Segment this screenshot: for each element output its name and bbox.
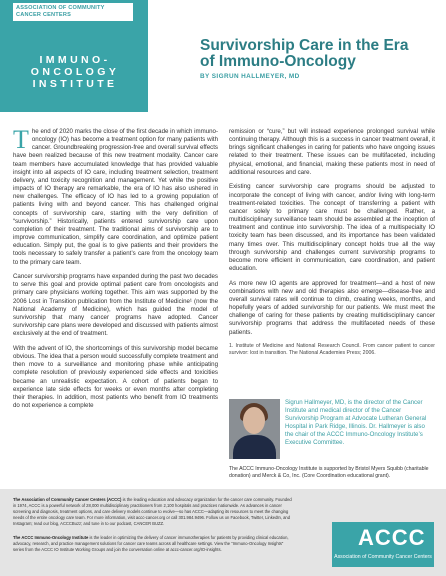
author-block xyxy=(229,399,435,459)
ioi-about xyxy=(13,535,295,553)
paragraph xyxy=(13,125,218,267)
drop-cap: T xyxy=(13,125,29,154)
program-name-line: ONCOLOGY xyxy=(30,66,120,78)
page-header xyxy=(0,0,446,112)
paragraph-text: he end of 2020 marks the close of the first decade in which immuno-oncology (IO) has become a treatment option for many patients with cancer. Groundbreaking progression-free and overall survival effects have been realized because of this new treatment modality. Cancer care team members have accumulated knowledge that has provided valuable insight into all aspects of IO care, including treatment selection, treatment delivery, and toxicity recognition and management. Yet while the positive impacts of IO therapy are remarkable, the era of IO has also ushered in new challenges. The efficacy of IO has led to a growing population of patients living with and beyond cancer. This has challenged original concepts of survivorship care, starting with the very definition of “survivorship.” Historically, patients entered survivorship care upon completion of their treatment. The traditional aims of survivorship are to improve communication, simplify care coordination, and optimize patient education. Simply put, the goal is to give patients and their providers the tools necessary to safely transfer a patient’s care from the oncology team to the primary care team. xyxy=(13,128,218,266)
org-tag: ASSOCIATION OF COMMUNITY CANCER CENTERS xyxy=(13,3,133,21)
article-title-line: Survivorship Care in the Era xyxy=(200,37,409,54)
program-name-line: INSTITUTE xyxy=(32,78,118,90)
author-photo-body xyxy=(233,435,276,459)
paragraph: As more new IO agents are approved for treatment—and a host of new combinations with new and old therapies also emerge—disease-free and overall survival rates will continue to climb, creating weeks, months, and hopefully years of added survivorship for our patients. We must meet the challenge of caring for these patients by creating multidisciplinary cancer survivorship programs that address the multifaceted needs of these patients. xyxy=(229,279,435,336)
paragraph: Existing cancer survivorship care programs should be adjusted to incorporate the concept of living with cancer, and/or living with long-term treatment-related toxicities. The concept of transferring a patient with cancer solely to primary care must be challenged. Rather, a multidisciplinary surveillance team should be assembled at the inception of treatment and continue into survivorship. The idea of a multispecialty IO toxicity team has been discussed, and its importance has been validated many times over. This multidisciplinary concept holds true all the way through survivorship and challenges current survivorship programs to become more efficient in communication, care coordination, and patient education. xyxy=(229,183,435,272)
accc-logo-mark: ACCC xyxy=(358,525,426,550)
sponsor-note: The ACCC Immuno-Oncology Institute is supported by Bristol Myers Squibb (charitable donation) and Merck & Co, Inc. (Core Coordination educational grant). xyxy=(229,466,429,479)
left-column xyxy=(13,125,218,417)
paragraph: With the advent of IO, the shortcomings of this survivorship model became obvious. The idea that a person would successfully complete treatment and then move to a surveillance and monitoring phase while anticipating complete resolution of previously experienced side effects and toxicities became an unrealistic expectation. A cohort of patients began to experience late side effects for weeks or even months after completing their therapies. In addition, most patients who benefit from IO treatments do not experience a complete xyxy=(13,344,218,409)
author-bio: Sigrun Hallmeyer, MD, is the director of the Cancer Institute and medical director of the Cancer Survivorship Program at Advocate Lutheran General Hospital in Park Ridge, Illinois. Dr. Hallmeyer is also the chair of the ACCC Immuno-Oncology Institute’s Executive Committee. xyxy=(285,399,427,447)
program-name xyxy=(12,54,138,90)
article-heading xyxy=(200,38,440,80)
ioi-about-lead: The ACCC Immuno-Oncology Institute xyxy=(13,535,89,540)
accc-about xyxy=(13,497,295,527)
accc-about-text: is the leading education and advocacy organization for the cancer care community. Founded in 1974, ACCC is a powerful network of 28,000 multidisciplinary practitioners from 2,100 hospitals and practices nationwide. As advances in cancer screening and diagnosis, treatment options, and care delivery models continue to evolve—so has ACCC—adapting its resources to meet the changing needs of the entire oncology care team. For more information, visit accc-cancer.org or call 301.984.9496. Follow us on Facebook, Twitter, LinkedIn, and Instagram; read our blog, ACCCBuzz; and tune in to our podcast, CANCER BUZZ. xyxy=(13,497,292,526)
footnote: 1. Institute of Medicine and National Research Council. From cancer patient to cancer survivor: lost in transition. The National Academies Press; 2006. xyxy=(229,343,435,357)
byline: BY SIGRUN HALLMEYER, MD xyxy=(200,73,300,80)
author-photo xyxy=(229,399,280,459)
right-column xyxy=(229,128,435,357)
program-banner xyxy=(0,0,148,112)
ioi-about-text: is the leader in optimizing the delivery of cancer immunotherapies for patients by providing clinical education, advocacy, research, and practice management solutions for cancer care teams across all healthcare settings. View the “Immuno-Oncology Insights” series from the ACCC IO Institute Working Groups and join the conversation online at accc-cancer.org/IO-insights. xyxy=(13,535,289,552)
program-name-line: IMMUNO- xyxy=(39,54,111,66)
article-title xyxy=(200,38,440,70)
article-title-line: of Immuno-Oncology xyxy=(200,53,356,70)
paragraph: Cancer survivorship programs have expanded during the past two decades to serve this goal and provide optimal patient care from oncologists and primary care physicians working together. This aim was supported by the 2006 Lost in Transition publication from the Institute of Medicine¹ (now the National Academy of Medicine), which has guided the model of survivorship that many cancer programs have adopted. Cancer survivorship care plans were developed and discussed with patients almost exclusively at the end of treatment. xyxy=(13,273,218,338)
accc-logo xyxy=(332,522,434,567)
author-photo-face xyxy=(243,407,265,434)
accc-logo-text: Association of Community Cancer Centers xyxy=(334,554,432,560)
accc-about-lead: The Association of Community Cancer Centers (ACCC) xyxy=(13,497,122,502)
paragraph: remission or “cure,” but will instead experience prolonged survival while continuing therapy. Although this is a success in cancer treatment overall, it brings significant challenges in caring for patients who have ongoing issues related to their treatment. These issues can be multifaceted, including physical, emotional, and financial, making these patients most in need of additional resources and care. xyxy=(229,128,435,176)
